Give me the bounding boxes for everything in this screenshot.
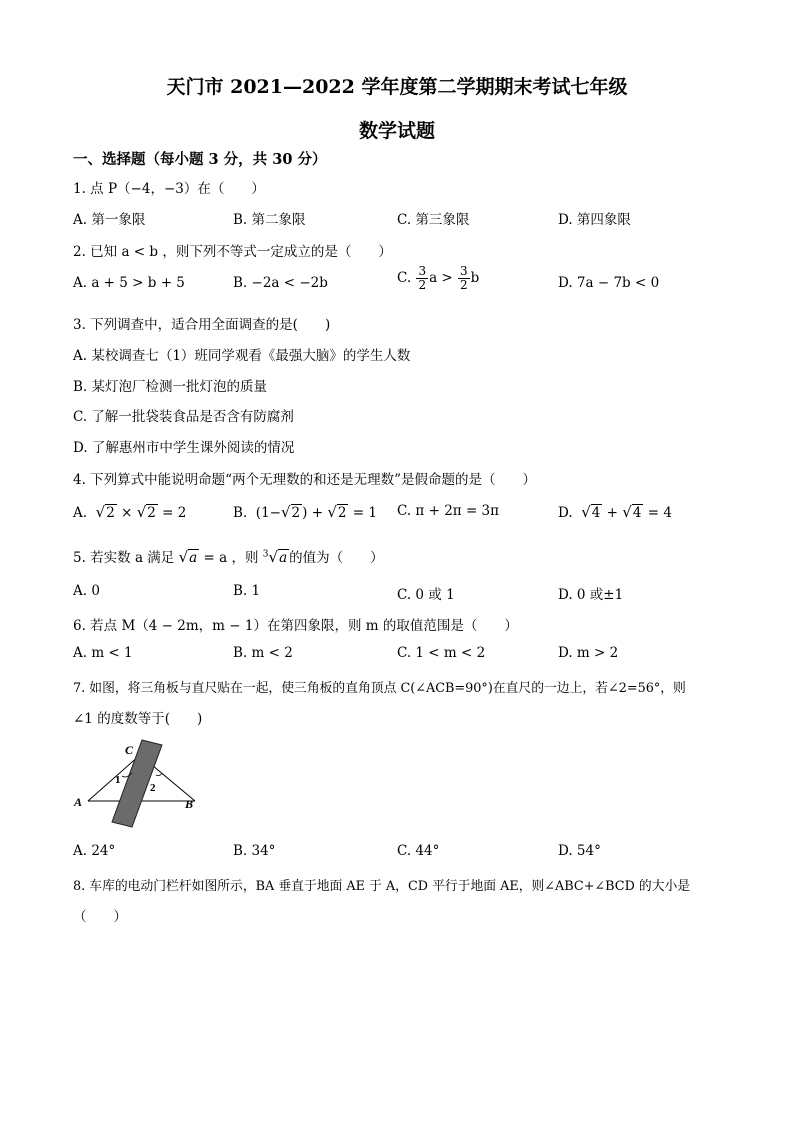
radical-icon: √: [327, 503, 337, 521]
q7-stem-line2: ∠1 的度数等于( ): [73, 711, 203, 727]
q4-a-tail: = 2: [162, 505, 187, 521]
exam-subtitle: 数学试题: [358, 120, 435, 142]
q6-option-d: D. m > 2: [558, 645, 619, 661]
q4-option-c: C. π + 2π = 3π: [397, 503, 500, 519]
q2-c-numerator-2: 3: [460, 264, 468, 278]
q7-option-b: B. 34°: [233, 843, 276, 859]
q3-option-c: C. 了解一批袋装食品是否含有防腐剂: [73, 409, 294, 425]
q2-option-a: A. a + 5 > b + 5: [73, 275, 185, 291]
q4-a-radicand-2: 2: [147, 505, 156, 521]
q4-d-tail: = 4: [647, 505, 672, 521]
q5-stem-mid: = a ，则: [203, 550, 259, 566]
q1-option-d: D. 第四象限: [558, 212, 631, 228]
radical-icon: √: [95, 503, 106, 521]
q3-option-d: D. 了解惠州市中学生课外阅读的情况: [73, 440, 295, 456]
q2-stem: 2. 已知 a < b ，则下列不等式一定成立的是（ ）: [73, 244, 392, 260]
radical-icon: √: [622, 503, 632, 521]
q6-option-b: B. m < 2: [233, 645, 293, 661]
q3-option-b: B. 某灯泡厂检测一批灯泡的质量: [73, 379, 268, 395]
q4-b-radicand-1: 2: [291, 505, 301, 521]
q4-a-prefix: A.: [73, 505, 88, 521]
q2-c-lhs: a >: [429, 270, 453, 286]
q2-c-fraction-2: [458, 265, 470, 292]
cube-root-icon: √: [268, 548, 279, 566]
q5-stem: [73, 546, 384, 566]
q7-figure: [70, 735, 210, 835]
q4-b-one: 1: [261, 505, 270, 521]
q2-c-prefix: C.: [397, 270, 412, 286]
q4-option-d: D. √4 + √4 = 4: [558, 503, 672, 521]
q3-stem: 3. 下列调查中，适合用全面调查的是( ): [73, 317, 331, 333]
q6-option-c: C. 1 < m < 2: [397, 645, 486, 661]
q4-d-radicand-2: 4: [632, 505, 642, 521]
q7-option-d: D. 54°: [558, 843, 601, 859]
q5-option-d: D. 0 或±1: [558, 587, 624, 603]
label-b: B: [185, 797, 194, 811]
q4-a-radicand-1: 2: [106, 505, 115, 521]
q5-option-a: A. 0: [73, 583, 100, 599]
q1-option-c: C. 第三象限: [397, 212, 470, 228]
q1-option-a: A. 第一象限: [73, 212, 146, 228]
q5-stem-post: 的值为（ ）: [289, 550, 384, 566]
q8-stem-line1: 8. 车库的电动门栏杆如图所示，BA 垂直于地面 AE 于 A，CD 平行于地面 AE，则∠ABC+∠BCD 的大小是: [73, 879, 691, 894]
label-angle-1: 1: [115, 774, 121, 786]
label-a: A: [74, 795, 83, 809]
q8-stem-line2: （ ）: [73, 909, 127, 925]
label-angle-2: 2: [150, 782, 156, 794]
q5-option-b: B. 1: [233, 583, 261, 599]
q2-c-numerator-1: 3: [418, 264, 427, 278]
q2-c-fraction-1: [416, 265, 428, 292]
angle-2-arc: [156, 773, 162, 776]
q4-d-radicand-1: 4: [591, 505, 601, 521]
q5-cube-radicand: a: [279, 550, 288, 566]
q4-stem: 4. 下列算式中能说明命题“两个无理数的和还是无理数”是假命题的是（ ）: [73, 472, 536, 488]
q7-option-c: C. 44°: [397, 843, 440, 859]
q5-root-index: 3: [262, 549, 269, 560]
radical-icon: √: [136, 503, 147, 521]
q4-b-prefix: B.: [233, 505, 248, 521]
q4-option-a: A. √2 × √2 = 2: [73, 503, 187, 521]
q2-c-denominator-1: 2: [418, 278, 427, 292]
radical-icon: √: [280, 503, 291, 521]
q2-option-c: [397, 265, 479, 292]
q5-stem-pre: 5. 若实数 a 满足: [73, 550, 175, 566]
q7-stem-line1: 7. 如图，将三角板与直尺贴在一起，使三角板的直角顶点 C(∠ACB=90°)在直尺的一边上，若∠2=56°，则: [73, 681, 686, 696]
exam-title: 天门市 2021—2022 学年度第二学期期末考试七年级: [166, 76, 628, 98]
q5-option-c: C. 0 或 1: [397, 587, 455, 603]
q6-stem: 6. 若点 M（4 − 2m，m − 1）在第四象限，则 m 的取值范围是（ ）: [73, 618, 518, 634]
q4-d-prefix: D.: [558, 505, 573, 521]
q3-option-a: A. 某校调查七（1）班同学观看《最强大脑》的学生人数: [73, 348, 411, 364]
q4-b-tail: = 1: [352, 505, 377, 521]
q7-option-a: A. 24°: [73, 843, 116, 859]
q1-stem: 1. 点 P（−4，−3）在（ ）: [73, 181, 265, 197]
q2-option-d: D. 7a − 7b < 0: [558, 275, 660, 291]
section-heading: 一、选择题（每小题 3 分，共 30 分）: [73, 151, 327, 168]
label-c: C: [125, 743, 134, 757]
q2-option-b: B. −2a < −2b: [233, 275, 328, 291]
q6-option-a: A. m < 1: [73, 645, 133, 661]
radical-icon: √: [581, 503, 591, 521]
q4-option-b: B. (1−√2 ) + √2 = 1: [233, 503, 377, 521]
q2-c-denominator-2: 2: [460, 278, 468, 292]
q2-c-rhs: b: [470, 270, 480, 286]
q4-b-radicand-2: 2: [337, 505, 347, 521]
q1-option-b: B. 第二象限: [233, 212, 306, 228]
q5-radicand: a: [189, 550, 198, 566]
radical-icon: √: [178, 548, 189, 566]
